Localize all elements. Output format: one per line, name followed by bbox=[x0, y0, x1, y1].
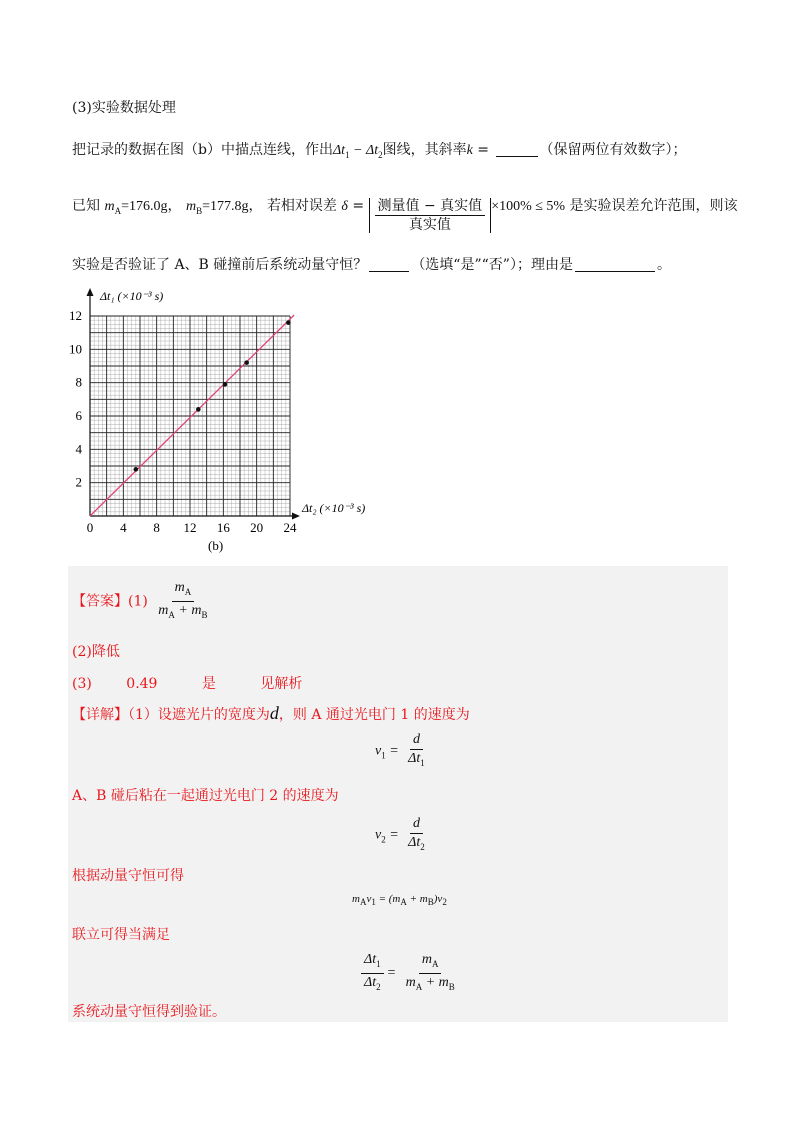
x-axis-label: Δt₂ (×10⁻³ s) bbox=[302, 501, 366, 515]
x-tick-label: 0 bbox=[86, 520, 94, 535]
graph-b bbox=[60, 280, 390, 565]
slope-answer-blank[interactable] bbox=[496, 142, 538, 157]
question-line-3: 实验是否验证了 A、B 碰撞前后系统动量守恒？ （选填“是”“否”）；理由是 。 bbox=[72, 257, 671, 273]
yes-no-blank[interactable] bbox=[369, 257, 409, 272]
data-point bbox=[223, 382, 228, 387]
x-tick-label: 20 bbox=[250, 520, 264, 535]
y-tick-label: 6 bbox=[75, 408, 82, 423]
detail-line-1: 【详解】（1）设遮光片的宽度为d，则 A 通过光电门 1 的速度为 bbox=[72, 703, 470, 723]
detail-line-3: 根据动量守恒可得 bbox=[72, 868, 184, 884]
equation-ratio: $\frac{\Delta t_1}{\Delta t_2}$ = $\frac{m_A}{m_A + m_B}$ bbox=[358, 952, 461, 995]
y-tick-label: 12 bbox=[69, 308, 82, 323]
detail-line-5: 系统动量守恒得到验证。 bbox=[72, 1004, 226, 1020]
x-tick-label: 4 bbox=[120, 520, 127, 535]
data-point bbox=[244, 360, 249, 365]
y-tick-label: 2 bbox=[75, 474, 82, 490]
y-tick-label: 10 bbox=[69, 341, 82, 357]
answer-part-2: (2)降低 bbox=[72, 644, 120, 660]
question-line-2: 已知 $m_A=176.0g$， $m_B=177.8g$， 若相对误差 δ = $\frac{\text{测量值 − 真实值}}{\text{真实值}}$ ×100% ≤ 5% 是实验误差允许范围，则该 bbox=[72, 198, 738, 233]
answer-part-3: (3) 0.49 是 见解析 bbox=[72, 676, 303, 692]
detail-line-2: A、B 碰后粘在一起通过光电门 2 的速度为 bbox=[72, 788, 339, 804]
axes bbox=[87, 288, 301, 520]
figure-caption: (b) bbox=[208, 538, 224, 553]
y-tick-label: 4 bbox=[75, 441, 82, 457]
x-tick-label: 12 bbox=[183, 520, 197, 535]
y-tick-label: 8 bbox=[75, 374, 82, 390]
answer-line-1: 【答案】(1) $\frac{m_A}{m_A + m_B}$ bbox=[72, 580, 208, 620]
data-point bbox=[286, 320, 291, 325]
x-tick-label: 16 bbox=[216, 520, 230, 535]
y-axis-label: Δt₁ (×10⁻³ s) bbox=[100, 289, 164, 303]
question-line-1: 把记录的数据在图（b）中描点连线，作出$\Delta t_1 - \Delta t_2$图线，其斜率k = （保留两位有效数字）； bbox=[72, 142, 687, 160]
data-point bbox=[196, 407, 201, 412]
section-title: (3)实验数据处理 bbox=[72, 100, 176, 116]
equation-v2: $v_2$ = $\frac{d}{\Delta t_2}$ bbox=[375, 816, 425, 852]
equation-v1: $v_1$ = $\frac{d}{\Delta t_1}$ bbox=[375, 732, 425, 768]
detail-line-4: 联立可得当满足 bbox=[72, 927, 170, 943]
y-axis-arrow bbox=[87, 288, 94, 296]
x-axis-arrow bbox=[292, 513, 300, 520]
equation-momentum: $m_Av_1 = (m_A + m_B)v_2$ bbox=[352, 893, 447, 908]
data-point bbox=[134, 467, 139, 472]
reason-blank[interactable] bbox=[575, 257, 655, 272]
x-tick-label: 8 bbox=[153, 520, 160, 535]
x-tick-label: 24 bbox=[283, 520, 297, 535]
